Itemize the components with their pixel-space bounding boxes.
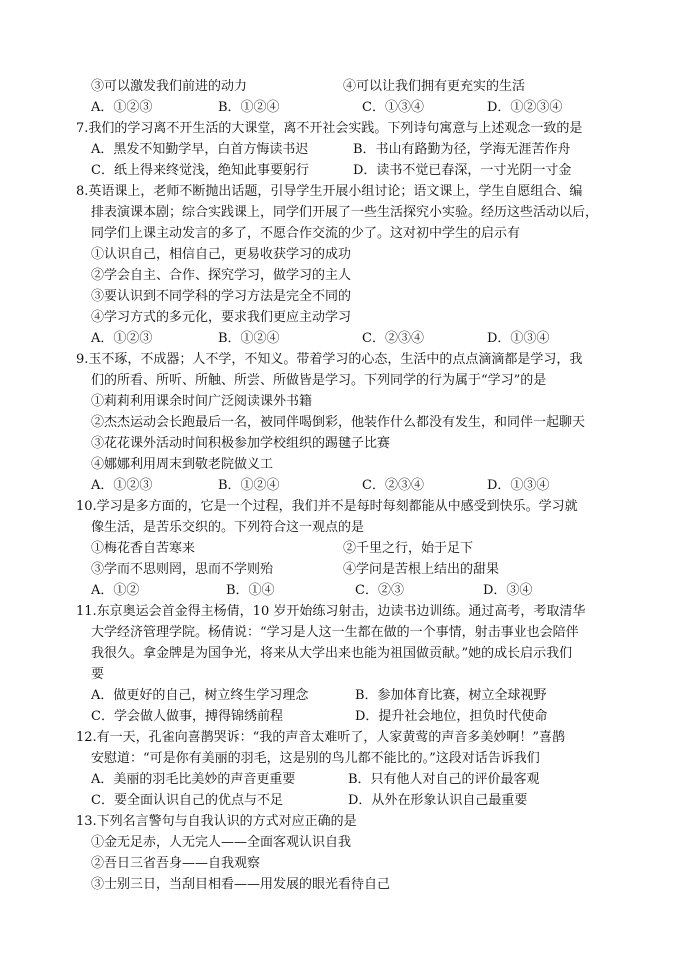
q7-a: A．黑发不知勤学早，白首方悔读书迟: [91, 142, 309, 157]
q7-c: C．纸上得来终觉浅，绝知此事要躬行: [91, 163, 309, 178]
q6-opt3: ③可以激发我们前进的动力: [91, 79, 248, 94]
q11-l2: 大学经济管理学院。杨倩说：“学习是人这一生都在做的一个事情，射击事业也会陪伴: [91, 625, 579, 640]
q11-l1: 11.东京奥运会首金得主杨倩，10 岁开始练习射击，边读书边训练。通过高考，考取清华: [76, 604, 586, 619]
q7-b: B．书山有路勤为径，学海无涯苦作舟: [353, 142, 571, 157]
q8-l3: 同学们上课主动发言的多了，不愿合作交流的少了。这对初中学生的启示有: [91, 226, 521, 241]
q10-o1: ①梅花香自苦寒来: [91, 541, 196, 556]
q12-b: B．只有他人对自己的评价最客观: [348, 772, 540, 787]
q10-ans-d: D．③④: [483, 583, 533, 598]
q12-l2: 安慰道：“可是你有美丽的羽毛，这是别的鸟儿都不能比的。”这段对话告诉我们: [91, 751, 540, 766]
q10-l1: 10.学习是多方面的，它是一个过程，我们并不是每时每刻都能从中感受到快乐。学习就: [76, 499, 578, 514]
q8-ans-b: B．①②④: [218, 331, 280, 346]
q9-ans-a: A．①②③: [91, 478, 153, 493]
q11-a: A．做更好的自己，树立终生学习理念: [91, 688, 309, 703]
q7-stem: 7.我们的学习离不开生活的大课堂，离不开社会实践。下列诗句寓意与上述观念一致的是: [76, 121, 583, 136]
q12-a: A．美丽的羽毛比美妙的声音更重要: [91, 772, 296, 787]
q9-l2: 们的所看、所听、所触、所尝、所做皆是学习。下列同学的行为属于“学习”的是: [91, 373, 547, 388]
q11-b: B．参加体育比赛，树立全球视野: [355, 688, 547, 703]
q9-l1: 9.玉不琢，不成器；人不学，不知义。带着学习的心态，生活中的点点滴滴都是学习，我: [76, 352, 583, 367]
q10-ans-a: A．①②: [91, 583, 140, 598]
q6-ans-b: B．①②④: [218, 100, 280, 115]
q13-o3: ③士别三日，当刮目相看——用发展的眼光看待自己: [91, 877, 391, 892]
q8-o4a: ④学习方式的多元化，要求我们更应主动学习: [91, 310, 352, 325]
q12-c: C．要全面认识自己的优点与不足: [91, 793, 283, 808]
q10-ans-c: C．②③: [355, 583, 404, 598]
q7-d: D．读书不觉已春深，一寸光阴一寸金: [353, 163, 572, 178]
q8-o3: ③要认识到不同学科的学习方法是完全不同的: [91, 289, 352, 304]
q11-d: D．提升社会地位，担负时代使命: [355, 709, 548, 724]
q10-o4: ④学问是苦根上结出的甜果: [343, 562, 500, 577]
q6-ans-a: A．①②③: [91, 100, 153, 115]
q8-o2: ②学会自主、合作、探究学习，做学习的主人: [91, 268, 352, 283]
q10-o2: ②千里之行，始于足下: [343, 541, 474, 556]
q11-l4: 要: [91, 667, 105, 682]
q8-ans-d: D．①③④: [487, 331, 550, 346]
q8-ans-a: A．①②③: [91, 331, 153, 346]
q11-l3: 我很久。拿金牌是为国争光，将来从大学出来也能为祖国做贡献。”她的成长启示我们: [91, 646, 573, 661]
q9-ans-c: C．②③④: [362, 478, 424, 493]
q6-ans-c: C．①③④: [362, 100, 424, 115]
q9-o3: ③花花课外活动时间积极参加学校组织的踢毽子比赛: [91, 436, 391, 451]
q9-o1: ①莉莉利用课余时间广泛阅读课外书籍: [91, 394, 313, 409]
q8-ans-c: C．②③④: [362, 331, 424, 346]
q13-stem: 13.下列名言警句与自我认识的方式对应正确的是: [76, 814, 357, 829]
q10-ans-b: B．①④: [226, 583, 275, 598]
q9-o4: ④娜娜利用周末到敬老院做义工: [91, 457, 274, 472]
q6-opt4: ④可以让我们拥有更充实的生活: [343, 79, 526, 94]
q11-c: C．学会做人做事，搏得锦绣前程: [91, 709, 283, 724]
q8-o1: ①认识自己，相信自己，更易收获学习的成功: [91, 247, 352, 262]
q10-o3: ③学而不思则罔，思而不学则殆: [91, 562, 274, 577]
q13-o2: ②吾日三省吾身——自我观察: [91, 856, 261, 871]
q12-l1: 12.有一天，孔雀向喜鹊哭诉：“我的声音太难听了，人家黄莺的声音多美妙啊！”喜鹊: [76, 730, 565, 745]
q8-l2: 排表演课本剧；综合实践课上，同学们开展了一些生活探究小实验。经历这些活动以后，: [91, 205, 599, 220]
q9-o2: ②杰杰运动会长跑最后一名，被同伴喝倒彩，他装作什么都没有发生，和同伴一起聊天: [91, 415, 586, 430]
q13-o1: ①金无足赤，人无完人——全面客观认识自我: [91, 835, 352, 850]
q9-ans-d: D．①③④: [487, 478, 550, 493]
q8-l1: 8.英语课上，老师不断抛出话题，引导学生开展小组讨论；语文课上，学生自愿组合、编: [76, 184, 583, 199]
q10-l2: 像生活，是苦乐交织的。下列符合这一观点的是: [91, 520, 365, 535]
q12-d: D．从外在形象认识自己最重要: [348, 793, 528, 808]
q9-ans-b: B．①②④: [218, 478, 280, 493]
q6-ans-d: D．①②③④: [487, 100, 563, 115]
